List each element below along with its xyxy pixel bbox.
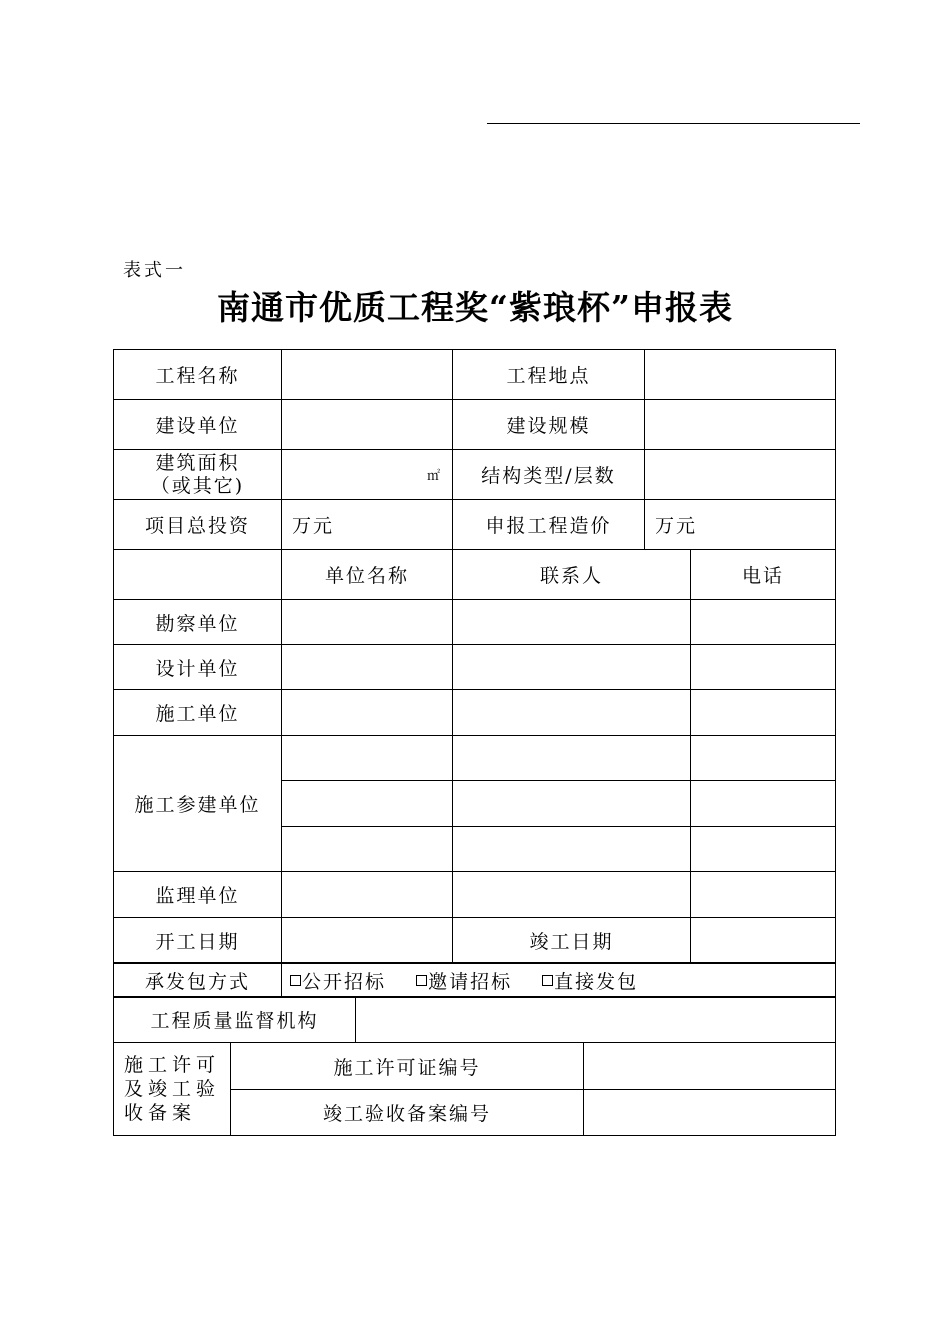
unit-name-header: 单位名称 [282, 550, 453, 600]
construction-contact-field[interactable] [453, 690, 691, 736]
row-design [114, 645, 836, 690]
floor-area-label-line1: 建筑面积 [155, 451, 240, 474]
header-rule [487, 123, 860, 124]
survey-phone-field[interactable] [691, 600, 836, 645]
scale-label: 建设规模 [453, 400, 645, 450]
structure-label: 结构类型/层数 [453, 450, 645, 500]
survey-unit-name-field[interactable] [282, 600, 453, 645]
quality-agency-field[interactable] [356, 997, 836, 1043]
total-investment-field[interactable] [282, 500, 453, 550]
row-survey [114, 600, 836, 645]
form-label: 表式一 [123, 260, 186, 281]
survey-contact-field[interactable] [453, 600, 691, 645]
option-direct-award[interactable] [542, 971, 638, 993]
row-contracting [114, 964, 836, 998]
row-participating-1 [114, 736, 836, 781]
participating-2-contact-field[interactable] [453, 781, 691, 827]
start-date-label: 开工日期 [114, 918, 282, 963]
total-investment-label: 项目总投资 [114, 500, 282, 550]
row-construction [114, 690, 836, 736]
participating-2-name-field[interactable] [282, 781, 453, 827]
floor-area-field[interactable] [282, 450, 453, 500]
row-area [114, 450, 836, 500]
row-units-header [114, 550, 836, 600]
form-title: 南通市优质工程奖“紫琅杯”申报表 [217, 288, 733, 327]
units-header-blank [114, 550, 282, 600]
participating-3-phone-field[interactable] [691, 827, 836, 872]
cost-unit: 万元 [655, 515, 698, 537]
row-client [114, 400, 836, 450]
design-unit-label: 设计单位 [114, 645, 282, 690]
design-unit-name-field[interactable] [282, 645, 453, 690]
option-open-tender-label: 公开招标 [302, 971, 387, 993]
floor-area-label [114, 450, 282, 500]
record-no-field[interactable] [584, 1090, 836, 1136]
declared-cost-label: 申报工程造价 [453, 500, 645, 550]
participating-3-name-field[interactable] [282, 827, 453, 872]
supervision-phone-field[interactable] [691, 872, 836, 918]
investment-unit: 万元 [292, 515, 335, 537]
quality-agency-label: 工程质量监督机构 [114, 997, 356, 1043]
option-direct-award-label: 直接发包 [554, 971, 639, 993]
phone-header: 电话 [691, 550, 836, 600]
permit-no-label: 施工许可证编号 [231, 1043, 584, 1090]
floor-area-label-line2: （或其它) [150, 474, 245, 497]
survey-unit-label: 勘察单位 [114, 600, 282, 645]
scale-field[interactable] [645, 400, 836, 450]
row-investment [114, 500, 836, 550]
structure-field[interactable] [645, 450, 836, 500]
row-supervision [114, 872, 836, 918]
project-location-label: 工程地点 [453, 350, 645, 400]
permit-no-field[interactable] [584, 1043, 836, 1090]
checkbox-icon [542, 975, 553, 986]
participating-3-contact-field[interactable] [453, 827, 691, 872]
construction-phone-field[interactable] [691, 690, 836, 736]
option-invited-tender-label: 邀请招标 [428, 971, 513, 993]
row-project-name [114, 350, 836, 400]
participating-1-name-field[interactable] [282, 736, 453, 781]
supervision-unit-name-field[interactable] [282, 872, 453, 918]
row-dates [114, 918, 836, 963]
participating-unit-label: 施工参建单位 [114, 736, 282, 872]
supervision-unit-label: 监理单位 [114, 872, 282, 918]
contracting-table [113, 963, 836, 998]
record-no-label: 竣工验收备案编号 [231, 1090, 584, 1136]
permit-section-label: 施工许可及竣工验收备案 [114, 1043, 231, 1136]
start-date-field[interactable] [282, 918, 453, 963]
construction-unit-name-field[interactable] [282, 690, 453, 736]
option-open-tender[interactable] [290, 971, 386, 993]
project-name-field[interactable] [282, 350, 453, 400]
contracting-options [282, 964, 836, 998]
sqm-unit: ㎡ [426, 469, 442, 484]
row-quality-agency [114, 997, 836, 1043]
checkbox-icon [416, 975, 427, 986]
quality-agency-table [113, 996, 836, 1043]
project-name-label: 工程名称 [114, 350, 282, 400]
row-permit-no [114, 1043, 836, 1090]
client-unit-label: 建设单位 [114, 400, 282, 450]
completion-date-label: 竣工日期 [453, 918, 691, 963]
contracting-label: 承发包方式 [114, 964, 282, 998]
participating-2-phone-field[interactable] [691, 781, 836, 827]
checkbox-icon [290, 975, 301, 986]
contact-header: 联系人 [453, 550, 691, 600]
supervision-contact-field[interactable] [453, 872, 691, 918]
completion-date-field[interactable] [691, 918, 836, 963]
option-invited-tender[interactable] [416, 971, 512, 993]
main-table [113, 349, 836, 963]
client-unit-field[interactable] [282, 400, 453, 450]
design-phone-field[interactable] [691, 645, 836, 690]
design-contact-field[interactable] [453, 645, 691, 690]
project-location-field[interactable] [645, 350, 836, 400]
participating-1-contact-field[interactable] [453, 736, 691, 781]
permit-table [113, 1042, 836, 1136]
construction-unit-label: 施工单位 [114, 690, 282, 736]
participating-1-phone-field[interactable] [691, 736, 836, 781]
declared-cost-field[interactable] [645, 500, 836, 550]
